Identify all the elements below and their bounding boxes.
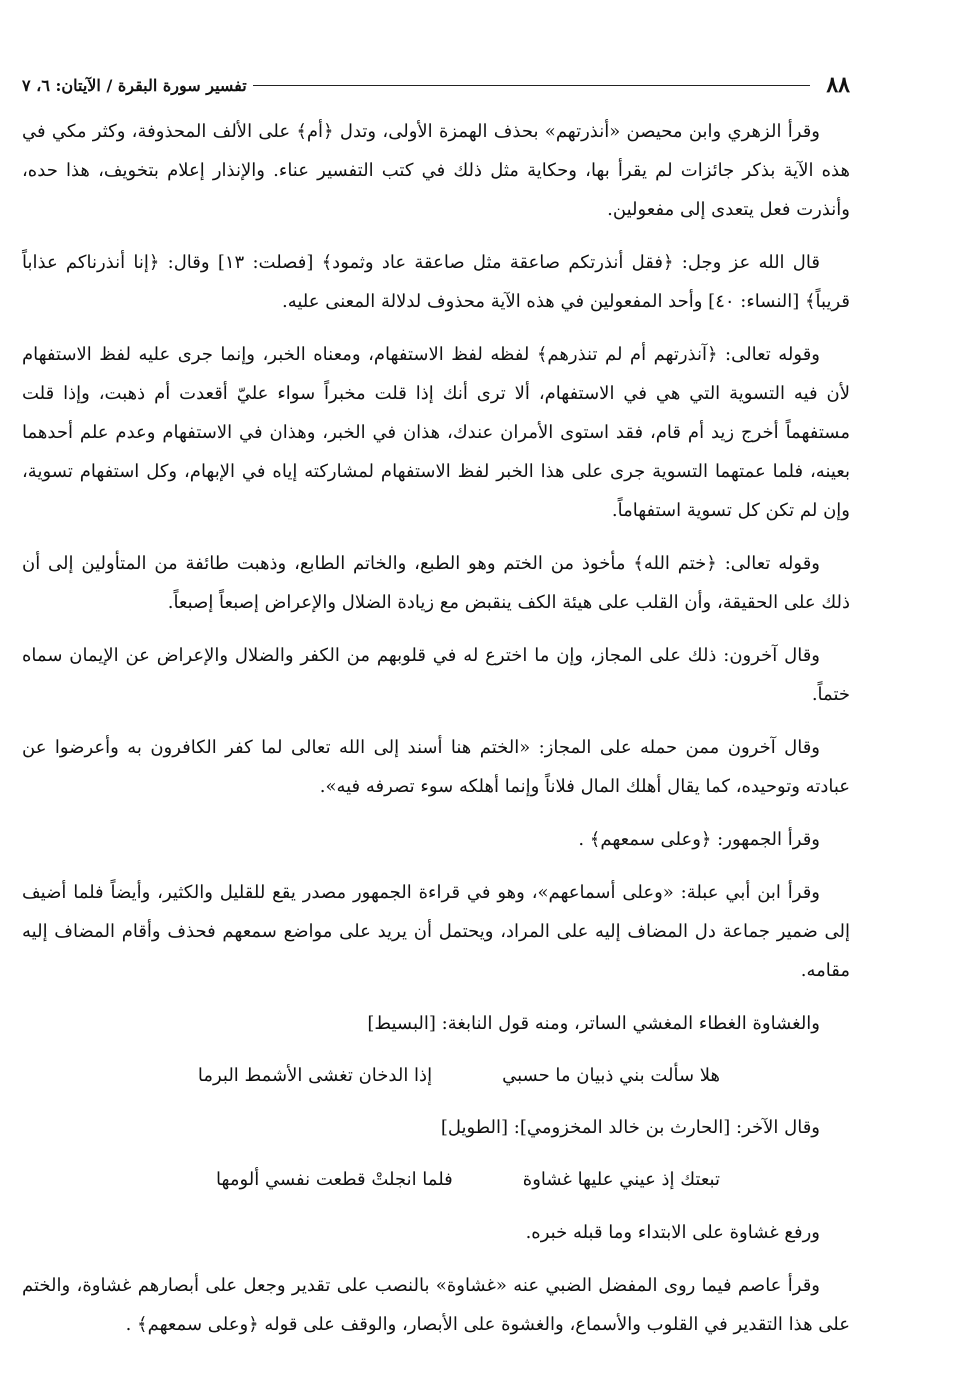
page-number: ٨٨: [826, 72, 850, 98]
paragraph: قال الله عز وجل: ﴿فقل أنذرتكم صاعقة مثل صاعقة عاد وثمود﴾ [فصلت: ١٣] وقال: ﴿إنا أنذرناكم عذاباً قريباً﴾ [النساء: ٤٠] وأحد المفعولين في هذه الآية محذوف لدلالة المعنى عليه.: [22, 252, 850, 312]
running-title: تفسير سورة البقرة / الآيتان: ٦، ٧: [22, 75, 247, 95]
paragraph: وقال آخرون: ذلك على المجاز، وإن ما اخترع له في قلوبهم من الكفر والضلال والإعراض عن الإيمان سماه ختماً.: [22, 645, 850, 705]
verse-second-hemistich: فلما انجلتْ قطعت نفسي ألومها: [216, 1169, 453, 1190]
paragraph: وقرأ ابن أبي عبلة: «وعلى أسماعهم»، وهو في قراءة الجمهور مصدر يقع للقليل والكثير، وأيضاً فلما أضيف إلى ضمير جماعة دل المضاف إليه على المراد، ويحتمل أن يريد على مواضع سمعهم فحذف وأقام المضاف إليه مقامه.: [22, 882, 850, 981]
verse-first-hemistich: تبعتك إذ عيني عليها غشاوة: [522, 1169, 720, 1190]
paragraph: وقرأ عاصم فيما روى المفضل الضبي عنه «غشاوة» بالنصب على تقدير وجعل على أبصارهم غشاوة، والختم على هذا التقدير في القلوب والأسماع، والغشوة على الأبصار، والوقف على قوله ﴿وعلى سمعهم﴾ .: [22, 1275, 850, 1335]
paragraph: وقال آخرون ممن حمله على المجاز: «الختم هنا أسند إلى الله تعالى لما كفر الكافرون به وأعرضوا عن عبادته وتوحيده، كما يقال أهلك المال فلاناً وإنما أهلكه سوء تصرفه فيه».: [22, 737, 850, 797]
paragraph: والغشاوة الغطاء المغشي الساتر، ومنه قول النابغة: [البسيط]: [367, 1013, 820, 1034]
paragraph: وقرأ الجمهور: ﴿وعلى سمعهم﴾ .: [578, 829, 820, 850]
verse-first-hemistich: هلا سألت بني ذبيان ما حسبي: [502, 1065, 720, 1086]
page-body: [22, 112, 850, 1358]
poetry-verse: [22, 1057, 850, 1095]
header-rule: [253, 85, 811, 86]
poetry-verse: [22, 1161, 850, 1199]
running-header: [22, 70, 850, 100]
paragraph: وقرأ الزهري وابن محيصن «أنذرتهم» بحذف الهمزة الأولى، وتدل ﴿أم﴾ على الألف المحذوفة، وكثر مكي في هذه الآية بذكر جائزات لم يقرأ بها، وحكاية مثل ذلك في كتب التفسير عناء. والإنذار إعلام بتخويف، هذا حده، وأنذرت فعل يتعدى إلى مفعولين.: [22, 121, 850, 220]
verse-attribution: وقال الآخر: [الحارث بن خالد المخزومي]: [الطويل]: [440, 1117, 820, 1138]
paragraph: وقوله تعالى: ﴿آنذرتهم أم لم تنذرهم﴾ لفظه لفظ الاستفهام، ومعناه الخبر، وإنما جرى عليه لفظ الاستفهام لأن فيه التسوية التي هي في الاستفهام، ألا ترى أنك إذا قلت مخبراً سواء عليّ أقعدت أم ذهبت، وإذا قلت مستفهماً أخرج زيد أم قام، فقد استوى الأمران عندك، هذان في الخبر، وهذان في الاستفهام وعدم علم أحدهما بعينه، فلما عمتهما التسوية جرى على هذا الخبر لفظ الاستفهام لمشاركته إياه في الإبهام، وكل استفهام تسوية، وإن لم تكن كل تسوية استفهاماً.: [22, 344, 850, 521]
verse-second-hemistich: إذا الدخان تغشى الأشمط البرما: [197, 1065, 433, 1086]
paragraph: ورفع غشاوة على الابتداء وما قبله خبره.: [525, 1222, 820, 1243]
paragraph: وقوله تعالى: ﴿ختم الله﴾ مأخوذ من الختم وهو الطبع، والخاتم الطابع، وذهبت طائفة من المتأولين إلى أن ذلك على الحقيقة، وأن القلب على هيئة الكف ينقبض مع زيادة الضلال والإعراض إصبعاً إصبعاً.: [22, 553, 850, 613]
